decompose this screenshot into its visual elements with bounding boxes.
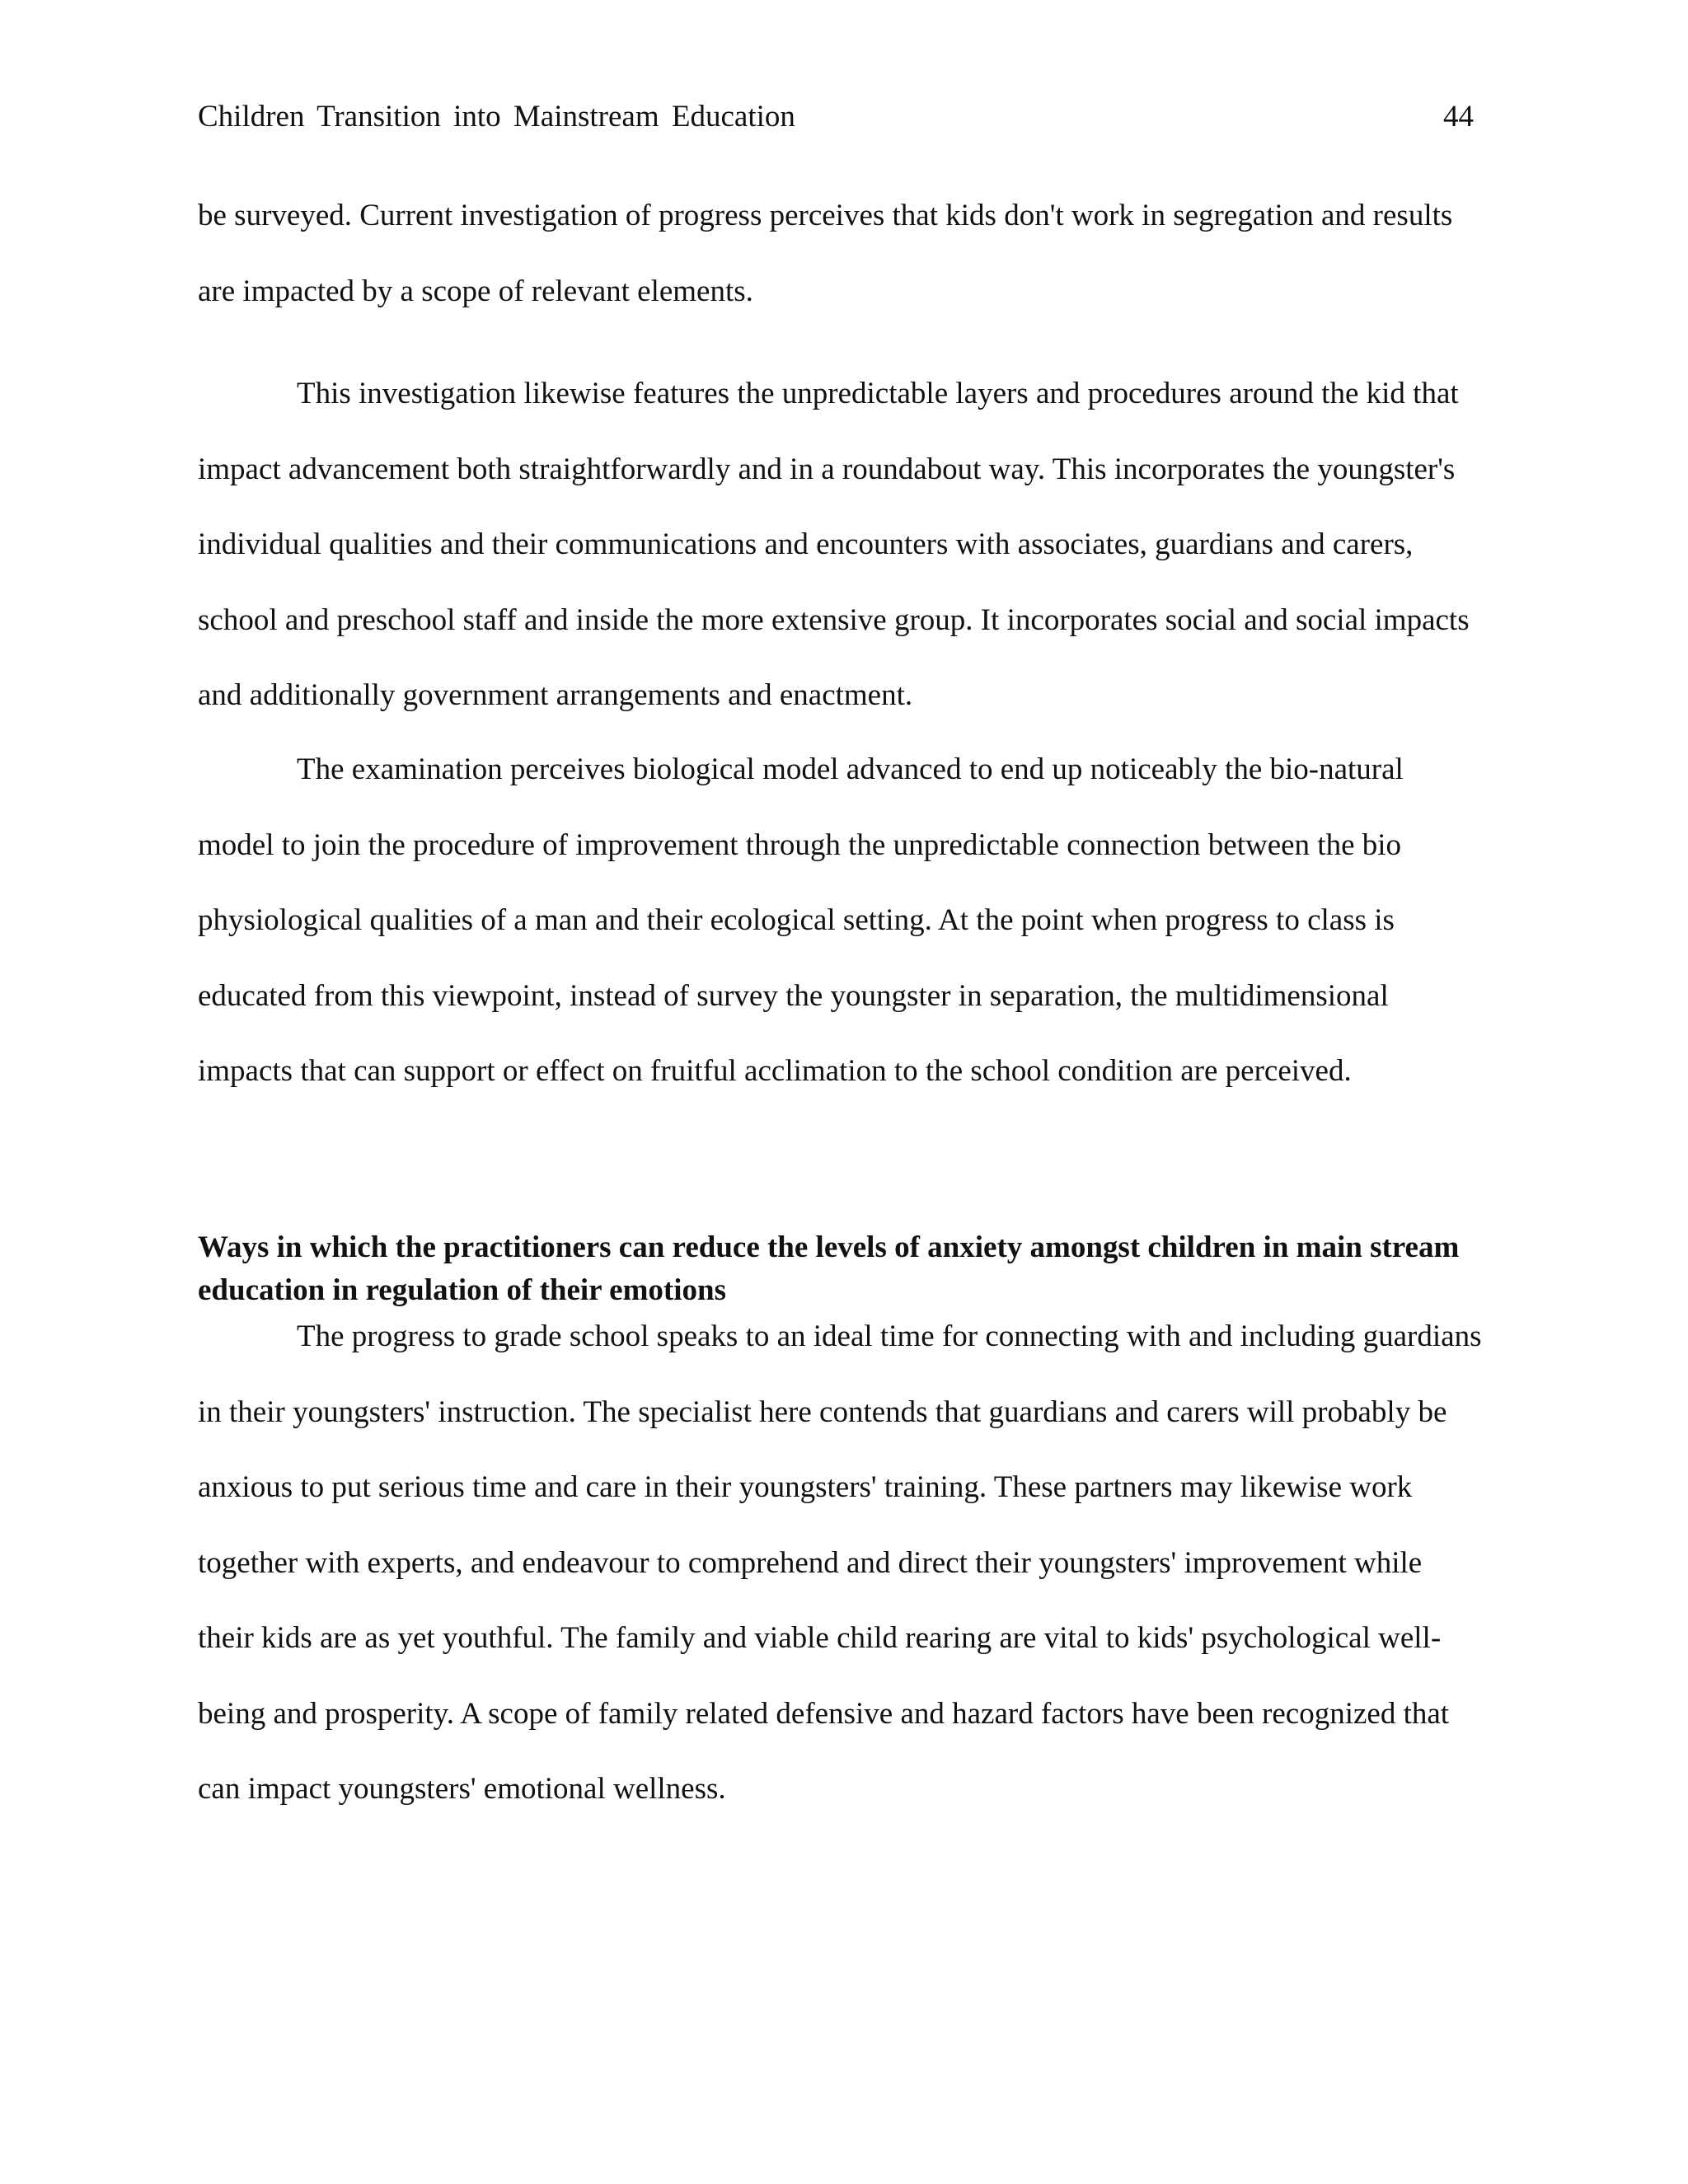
paragraph-1: be surveyed. Current investigation of progress perceives that kids don't work in segregation and results are impacted by a scope of relevant elements. xyxy=(198,199,1453,308)
section-heading: Ways in which the practitioners can reduce the levels of anxiety amongst children in main stream education in regulation of their emotions xyxy=(198,1230,1460,1307)
paragraph-4: The progress to grade school speaks to an ideal time for connecting with and including guardians in their youngsters' instruction. The specialist here contends that guardians and carers will probably be anxious to put serious time and care in their youngsters' training. These partners may likewise work together with experts, and endeavour to comprehend and direct their youngsters' improvement while their kids are as yet youthful. The family and viable child rearing are vital to kids' psychological well-being and prosperity. A scope of family related defensive and hazard factors have been recognized that can impact youngsters' emotional wellness. xyxy=(198,1319,1482,1806)
paragraph-3: The examination perceives biological model advanced to end up noticeably the bio-natural model to join the procedure of improvement through the unpredictable connection between the bio physiological qualities of a man and their ecological setting. At the point when progress to class is educated from this viewpoint, instead of survey the youngster in separation, the multidimensional impacts that can support or effect on fruitful acclimation to the school condition are perceived. xyxy=(198,752,1404,1088)
page-number: 44 xyxy=(1443,100,1474,134)
paragraph-2: This investigation likewise features the unpredictable layers and procedures around the kid that impact advancement both straightforwardly and in a roundabout way. This incorporates the youngster's individual qualities and their communications and encounters with associates, guardians and carers, school and preschool staff and inside the more extensive group. It incorporates social and social impacts and additionally government arrangements and enactment. xyxy=(198,377,1470,712)
running-head: Children Transition into Mainstream Education xyxy=(198,100,795,134)
